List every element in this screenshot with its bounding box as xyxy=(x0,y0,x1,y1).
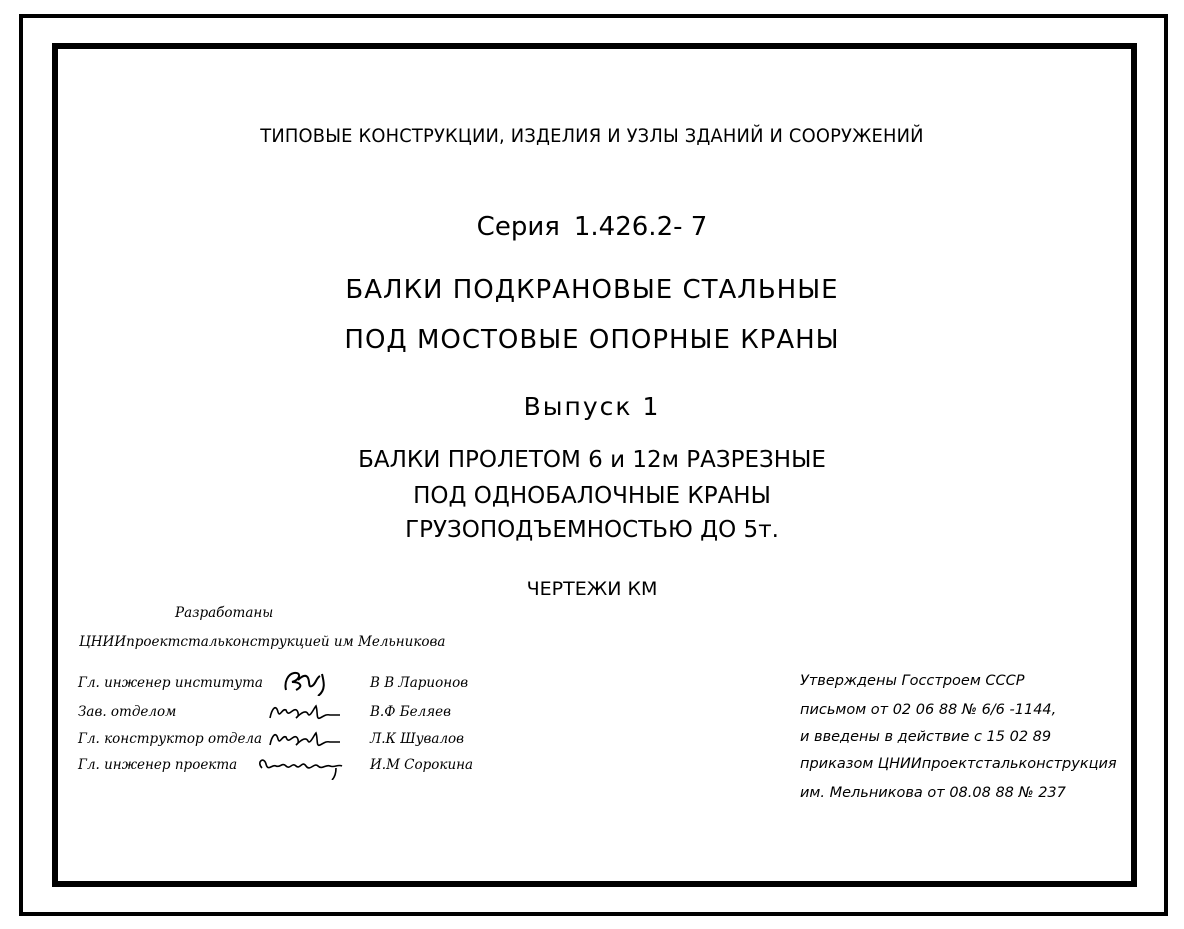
signatory-role: Гл. конструктор отдела xyxy=(78,731,263,747)
signatory-name: В.Ф Беляев xyxy=(370,704,451,720)
signature-mark xyxy=(250,725,350,753)
signature-mark xyxy=(250,752,350,780)
approval-line-1: Утверждены Госстроем СССР xyxy=(800,673,1025,689)
signature-mark xyxy=(250,668,350,696)
signatory-role: Гл. инженер проекта xyxy=(78,757,238,773)
signatory-name: В В Ларионов xyxy=(370,675,469,691)
developed-label: Разработаны xyxy=(175,605,274,621)
drawings-label: ЧЕРТЕЖИ КМ xyxy=(526,578,658,600)
series-label: Серия xyxy=(476,212,560,242)
issue-label: Выпуск 1 xyxy=(523,392,661,421)
subtitle-line-2: ПОД ОДНОБАЛОЧНЫЕ КРАНЫ xyxy=(413,483,771,509)
approval-line-5: им. Мельникова от 08.08 88 № 237 xyxy=(800,785,1066,801)
signatory-role: Гл. инженер института xyxy=(78,675,263,691)
series-number: 1.426.2- 7 xyxy=(573,212,708,242)
collection-title: ТИПОВЫЕ КОНСТРУКЦИИ, ИЗДЕЛИЯ И УЗЛЫ ЗДАНИЙ И СООРУЖЕНИЙ xyxy=(260,125,924,147)
approval-line-3: и введены в действие с 15 02 89 xyxy=(800,729,1052,745)
signatory-name: Л.К Шувалов xyxy=(370,731,465,747)
subtitle-line-3: ГРУЗОПОДЪЕМНОСТЬЮ ДО 5т. xyxy=(405,517,779,543)
signature-mark xyxy=(250,698,350,726)
developer-organization: ЦНИИпроектстальконструкцией им Мельникова xyxy=(79,634,446,650)
subtitle-line-1: БАЛКИ ПРОЛЕТОМ 6 и 12м РАЗРЕЗНЫЕ xyxy=(358,447,826,473)
series-line xyxy=(0,212,1184,242)
signatory-name: И.М Сорокина xyxy=(370,757,474,773)
main-title-line-1: БАЛКИ ПОДКРАНОВЫЕ СТАЛЬНЫЕ xyxy=(345,275,839,305)
main-title-line-2: ПОД МОСТОВЫЕ ОПОРНЫЕ КРАНЫ xyxy=(344,325,840,355)
signatory-role: Зав. отделом xyxy=(78,704,177,720)
approval-line-2: письмом от 02 06 88 № 6/6 -1144, xyxy=(800,702,1057,718)
approval-line-4: приказом ЦНИИпроектстальконструкция xyxy=(800,756,1117,772)
